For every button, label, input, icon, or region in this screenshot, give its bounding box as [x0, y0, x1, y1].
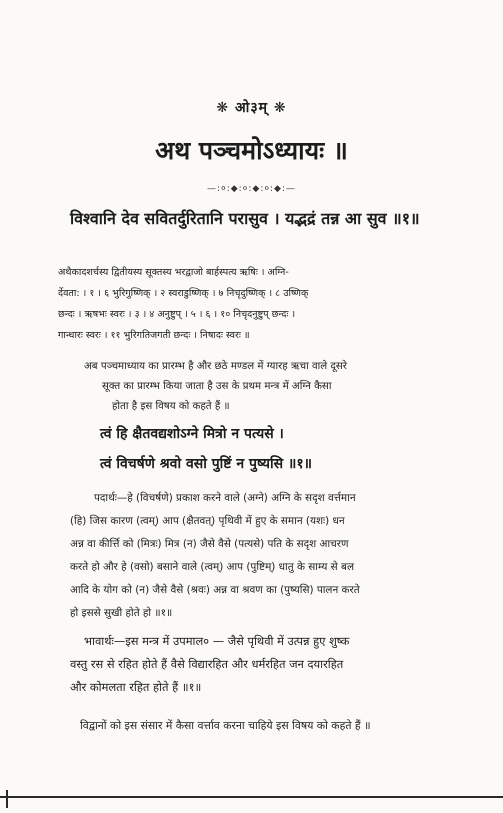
- verse-line: त्वं विचर्षणे श्रवो वसो पुष्टिं न पुष्यसि ॥१॥: [100, 456, 313, 472]
- intro-line: अब पञ्चमाध्याय का प्रारम्भ है और छठे मण्डल में ग्यारह ऋचा वाले दूसरे: [84, 361, 347, 372]
- padartha-line: (हि) जिस कारण (त्वम्) आप (क्षैतवत्) पृथिवी में हुए के समान (यशः) धन: [70, 515, 345, 527]
- intro-line: होता है इस विषय को कहते हैं ॥: [112, 401, 230, 412]
- padartha-line: पदार्थः—हे (विचर्षणे) प्रकाश करने वाले (अग्ने) अग्नि के सदृश वर्त्तमान: [94, 492, 356, 504]
- closing-line: विद्वानों को इस संसार में कैसा वर्त्ताव करना चाहिये इस विषय को कहते हैं ॥: [80, 719, 371, 732]
- intro-line: सूक्त का प्रारम्भ किया जाता है उस के प्रथम मन्त्र में अग्नि कैसा: [102, 381, 332, 392]
- metadata-line: र्देवता: । १ । ६ भुरिगुष्णिक् । २ स्वराडुष्णिक् । ७ निचृदुष्णिक् । ८ उष्णिक्: [58, 288, 309, 299]
- chapter-title: अथ पञ्चमोऽध्यायः ॥: [155, 136, 348, 165]
- bhavartha-line: भावार्थः—इस मन्त्र में उपमाल० — जैसे पृथिवी में उत्पन्न हुए शुष्क: [84, 634, 350, 648]
- left-edge-mark: [6, 790, 8, 808]
- bottom-border-line: [0, 796, 503, 798]
- ornamental-divider: —:०:◆:०:◆:०:◆:—: [206, 184, 297, 194]
- verse-line: त्वं हि क्षैतवद्यशोऽग्ने मित्रो न पत्यसे ।: [100, 426, 284, 442]
- padartha-line: अन्न वा कीर्त्ति को (मित्रः) मित्र (न) जैसे वैसे (पत्यसे) पति के सदृश आचरण: [70, 538, 349, 550]
- padartha-line: हो इससे सुखी होते हो ॥१॥: [70, 607, 173, 619]
- om-heading: ❋ ओ३म् ❋: [216, 100, 287, 116]
- bhavartha-line: वस्तु रस से रहित होते हैं वैसे विद्यारहित और धर्मरहित जन दयारहित: [70, 657, 344, 671]
- metadata-line: छन्दः । ऋषभः स्वरः । ३ । ४ अनुष्टुप् । ५ । ६ । १० निचृदनुष्टुप् छन्दः ।: [58, 309, 296, 320]
- metadata-line: गान्धारः स्वरः । ११ भुरिगतिजगती छन्दः । निषादः स्वरः ॥: [58, 330, 250, 341]
- padartha-line: करते हो और हे (वसो) बसाने वाले (त्वम्) आप (पुष्टिम्) धातु के साम्य से बल: [70, 561, 354, 573]
- metadata-line: अथैकादशर्चस्य द्वितीयस्य सूक्तस्य भरद्वाजो बार्हस्पत्य ऋषिः । अग्नि-: [58, 267, 289, 278]
- mantra-heading: विश्वानि देव सवितर्दुरितानि परासुव । यद्भद्रं तन्न आ सुव ॥१॥: [70, 209, 420, 228]
- padartha-line: आदि के योग को (न) जैसे वैसे (श्रवः) अन्न वा श्रवण का (पुष्यसि) पालन करते: [70, 584, 360, 596]
- bhavartha-line: और कोमलता रहित होते हैं ॥१॥: [70, 680, 202, 694]
